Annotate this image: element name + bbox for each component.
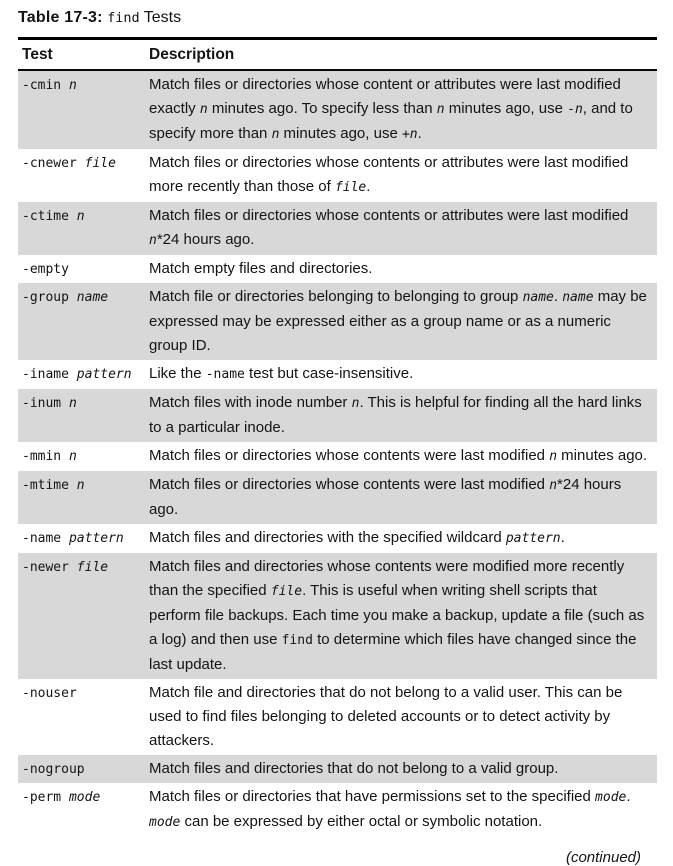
text-segment: Match files and directories that do not belong to a valid group. xyxy=(149,760,559,777)
description-cell xyxy=(149,256,657,282)
description-cell xyxy=(149,472,657,523)
code-segment: n xyxy=(199,102,208,117)
code-segment: -perm xyxy=(22,790,69,805)
code-segment: file xyxy=(76,560,109,575)
code-segment: - xyxy=(567,102,575,117)
description-cell xyxy=(149,525,657,552)
table-row xyxy=(18,442,657,471)
test-cell xyxy=(18,390,149,441)
table-row xyxy=(18,360,657,389)
test-cell xyxy=(18,256,149,282)
description-cell xyxy=(149,756,657,782)
text-segment: . xyxy=(560,529,565,546)
code-segment: -name xyxy=(205,367,245,382)
description-cell xyxy=(149,361,657,388)
code-segment: mode xyxy=(149,815,181,830)
text-segment: Match file and directories that do not belong to a valid user. This can be used to find files belonging to deleted accounts or to detect activity by attackers. xyxy=(149,684,623,749)
table-row xyxy=(18,389,657,442)
code-segment: n xyxy=(549,478,558,493)
description-cell xyxy=(149,443,657,470)
description-cell xyxy=(149,390,657,441)
code-segment: name xyxy=(76,290,109,305)
table-row xyxy=(18,255,657,283)
description-cell xyxy=(149,784,657,836)
code-segment: -cnewer xyxy=(22,156,85,171)
code-segment: -group xyxy=(22,290,77,305)
text-segment: Match files or directories whose contents or attributes were last modified xyxy=(149,207,629,224)
text-segment: *24 hours ago. xyxy=(156,231,255,248)
code-segment: n xyxy=(68,396,77,411)
table-row xyxy=(18,755,657,783)
code-segment: n xyxy=(149,233,157,248)
code-segment: -iname xyxy=(22,367,77,382)
table-row xyxy=(18,149,657,202)
text-segment: . This is useful when writing shell scripts that perform file backups. Each time you make a backup, update a file (such as a log) and then use xyxy=(149,582,645,648)
code-segment: n xyxy=(68,449,77,464)
code-segment: n xyxy=(351,396,360,411)
text-segment: Match files and directories with the specified wildcard xyxy=(149,529,506,546)
text-segment: . xyxy=(626,788,631,805)
text-segment: Match files or directories whose contents or attributes were last modified more recently than those of xyxy=(149,154,629,195)
code-segment: n xyxy=(409,127,418,142)
table-row xyxy=(18,471,657,524)
description-cell xyxy=(149,150,657,201)
code-segment: pattern xyxy=(505,531,561,546)
test-cell xyxy=(18,472,149,523)
table-title-rest: Tests xyxy=(143,9,182,26)
table-row xyxy=(18,679,657,755)
text-segment: . xyxy=(553,288,563,305)
code-segment: name xyxy=(562,290,594,305)
table-row xyxy=(18,202,657,255)
code-segment: file xyxy=(334,180,367,195)
code-segment: file xyxy=(84,156,116,171)
text-segment: minutes ago, use xyxy=(444,100,568,117)
header-description: Description xyxy=(149,46,235,63)
text-segment: may be expressed may be expressed either as a group name or as a numeric group ID. xyxy=(149,288,647,354)
header-test: Test xyxy=(22,46,53,63)
text-segment: Match files or directories that have permissions set to the specified xyxy=(149,788,596,805)
text-segment: Match files or directories whose contents were last modified xyxy=(149,447,550,464)
text-segment: Match empty files and directories. xyxy=(149,260,373,277)
code-segment: -ctime xyxy=(22,209,77,224)
code-segment: -nogroup xyxy=(22,762,85,777)
code-segment: file xyxy=(270,584,303,599)
table-title-command: find xyxy=(107,10,140,26)
text-segment: Match files with inode number xyxy=(149,394,352,411)
code-segment: n xyxy=(549,449,558,464)
code-segment: n xyxy=(76,478,85,493)
test-cell xyxy=(18,525,149,552)
description-cell xyxy=(149,284,657,359)
description-cell xyxy=(149,72,657,148)
text-segment: test but case-insensitive. xyxy=(244,365,414,382)
code-segment: mode xyxy=(68,790,101,805)
test-cell xyxy=(18,443,149,470)
code-segment: pattern xyxy=(68,531,124,546)
code-segment: pattern xyxy=(76,367,132,382)
text-segment: . xyxy=(417,125,422,142)
text-segment: *24 hours ago. xyxy=(149,476,622,518)
description-cell xyxy=(149,203,657,254)
code-segment: n xyxy=(574,102,583,117)
code-segment: -mtime xyxy=(22,478,77,493)
code-segment: n xyxy=(436,102,445,117)
text-segment: to determine which files have changed since the last update. xyxy=(149,631,637,673)
table-row xyxy=(18,283,657,360)
text-segment: . xyxy=(366,178,371,195)
table-row xyxy=(18,553,657,679)
code-segment: -name xyxy=(22,531,69,546)
code-segment: -mmin xyxy=(22,449,69,464)
text-segment: . This is helpful for finding all the hard links to a particular inode. xyxy=(149,394,642,436)
text-segment: can be expressed by either octal or symbolic notation. xyxy=(180,813,543,830)
code-segment: n xyxy=(68,78,77,93)
test-cell xyxy=(18,784,149,836)
code-segment: -inum xyxy=(22,396,69,411)
text-segment: minutes ago. To specify less than xyxy=(207,100,437,117)
text-segment: Like the xyxy=(149,365,206,382)
table-row xyxy=(18,783,657,837)
description-cell xyxy=(149,554,657,678)
table-title xyxy=(18,7,657,29)
code-segment: + xyxy=(401,127,410,142)
table-row xyxy=(18,71,657,149)
table-header-row xyxy=(18,40,657,71)
table-title-label: Table 17-3: xyxy=(18,9,103,26)
code-segment: -nouser xyxy=(22,686,77,701)
find-tests-table xyxy=(18,37,657,837)
text-segment: Match files or directories whose content or attributes were last modified exactly xyxy=(149,76,621,117)
code-segment: find xyxy=(281,633,313,648)
description-cell xyxy=(149,680,657,754)
test-cell xyxy=(18,203,149,254)
test-cell xyxy=(18,361,149,388)
code-segment: n xyxy=(271,127,280,142)
code-segment: -empty xyxy=(22,262,69,277)
code-segment: mode xyxy=(595,790,627,805)
text-segment: Match files and directories whose contents were modified more recently than the specified xyxy=(149,558,625,599)
code-segment: n xyxy=(76,209,85,224)
table-row xyxy=(18,524,657,553)
table-body xyxy=(18,71,657,837)
test-cell xyxy=(18,284,149,359)
code-segment: name xyxy=(522,290,554,305)
test-cell xyxy=(18,72,149,148)
text-segment: Match file or directories belonging to belonging to group xyxy=(149,288,523,305)
test-cell xyxy=(18,756,149,782)
test-cell xyxy=(18,554,149,678)
text-segment: , and to specify more than xyxy=(149,100,633,142)
text-segment: minutes ago. xyxy=(557,447,648,464)
text-segment: Match files or directories whose contents were last modified xyxy=(149,476,550,493)
continued-label: (continued) xyxy=(565,849,641,866)
test-cell xyxy=(18,150,149,201)
code-segment: -newer xyxy=(22,560,77,575)
code-segment: -cmin xyxy=(22,78,69,93)
text-segment: minutes ago, use xyxy=(279,125,402,142)
test-cell xyxy=(18,680,149,754)
